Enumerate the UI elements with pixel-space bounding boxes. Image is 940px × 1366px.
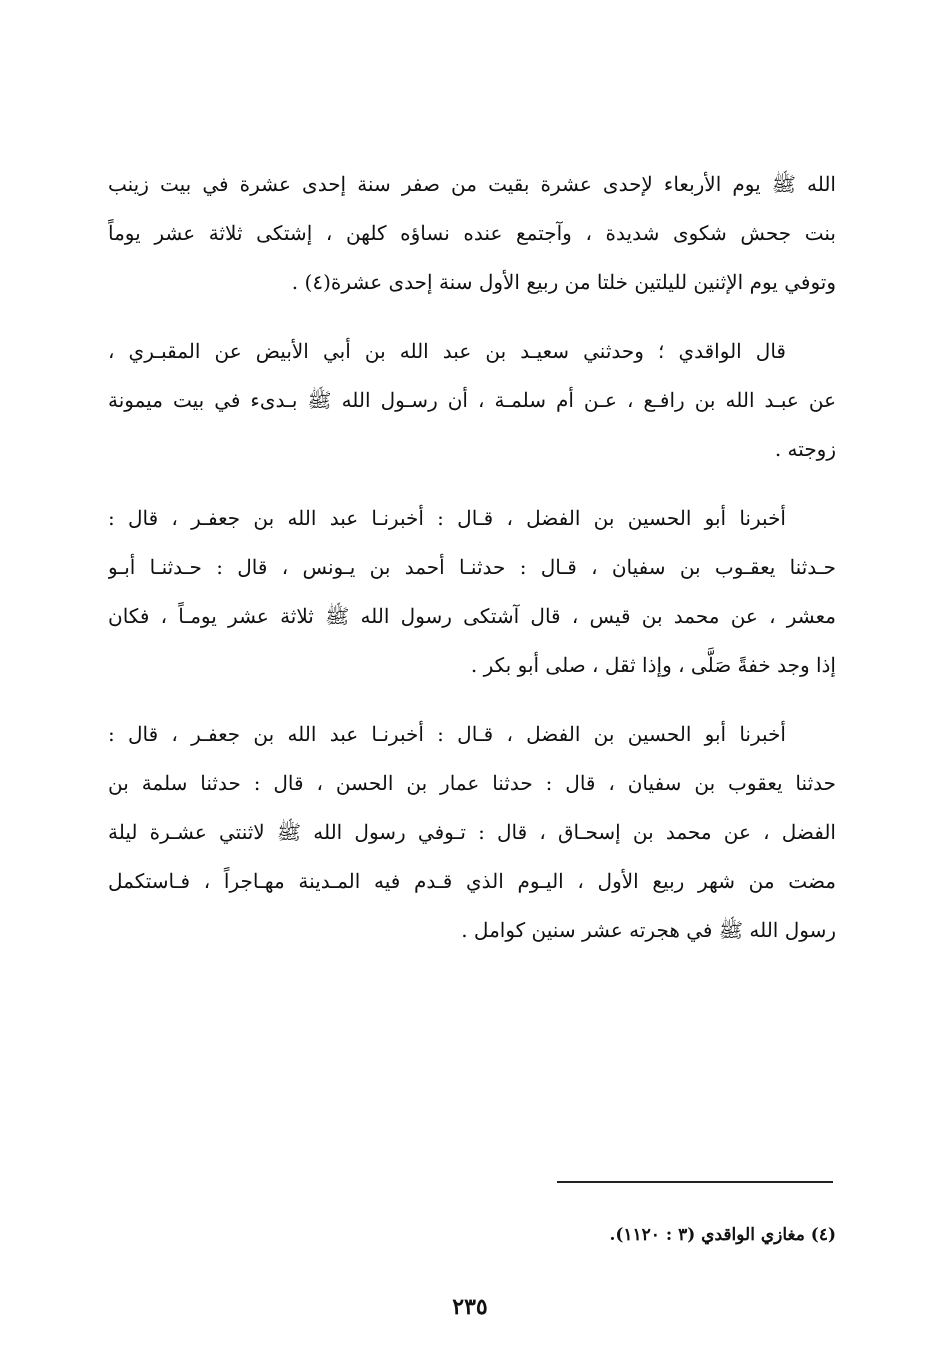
paragraph-3 — [108, 494, 836, 690]
footnote: (٤) مغازي الواقدي (٣ : ١١٢٠). — [609, 1225, 836, 1245]
text-line: زوجته . — [774, 437, 836, 461]
paragraph-4 — [108, 710, 836, 955]
text-line: حـدثنا يعقـوب بن سفيان ، قـال : حدثنـا أحمد بن يـونس ، قال : حـدثنـا أبـو — [108, 555, 836, 579]
text-line: الفضل ، عن محمد بن إسحـاق ، قال : تـوفي رسول الله ﷺ لاثنتي عشـرة ليلة — [108, 820, 836, 844]
text-line: قال الواقدي ؛ وحدثني سعيـد بن عبد الله بن أبي الأبيض عن المقبـري ، — [108, 339, 786, 363]
text-line: حدثنا يعقوب بن سفيان ، قال : حدثنا عمار بن الحسن ، قال : حدثنا سلمة بن — [108, 771, 836, 795]
text-line: معشر ، عن محمد بن قيس ، قال آشتكى رسول الله ﷺ ثلاثة عشر يومـاً ، فكان — [108, 604, 836, 628]
text-line: عن عبـد الله بن رافـع ، عـن أم سلمـة ، أن رسـول الله ﷺ بـدىء في بيت ميمونة — [108, 388, 836, 412]
body-text — [108, 160, 836, 975]
text-line: بنت جحش شكوى شديدة ، وآجتمع عنده نساؤه كلهن ، إشتكى ثلاثة عشر يوماً — [108, 221, 836, 245]
text-line: أخبرنا أبو الحسين بن الفضل ، قـال : أخبرنـا عبد الله بن جعفـر ، قال : — [108, 506, 786, 530]
text-line: الله ﷺ يوم الأربعاء لإحدى عشرة بقيت من صفر سنة إحدى عشرة في بيت زينب — [108, 172, 836, 196]
paragraph-1 — [108, 160, 836, 307]
page-number: ٢٣٥ — [452, 1294, 488, 1320]
text-line: أخبرنا أبو الحسين بن الفضل ، قـال : أخبرنـا عبد الله بن جعفـر ، قال : — [108, 722, 786, 746]
text-line: مضت من شهر ربيع الأول ، اليـوم الذي قـدم فيه المـدينة مهـاجراً ، فـاستكمل — [108, 869, 836, 893]
footnote-divider — [557, 1181, 833, 1183]
paragraph-2 — [108, 327, 836, 474]
text-line: وتوفي يوم الإثنين لليلتين خلتا من ربيع الأول سنة إحدى عشرة(٤) . — [291, 270, 836, 294]
text-line: رسول الله ﷺ في هجرته عشر سنين كوامل . — [461, 918, 836, 942]
text-line: إذا وجد خفةً صَلَّى ، وإذا ثقل ، صلى أبو بكر . — [470, 653, 836, 677]
